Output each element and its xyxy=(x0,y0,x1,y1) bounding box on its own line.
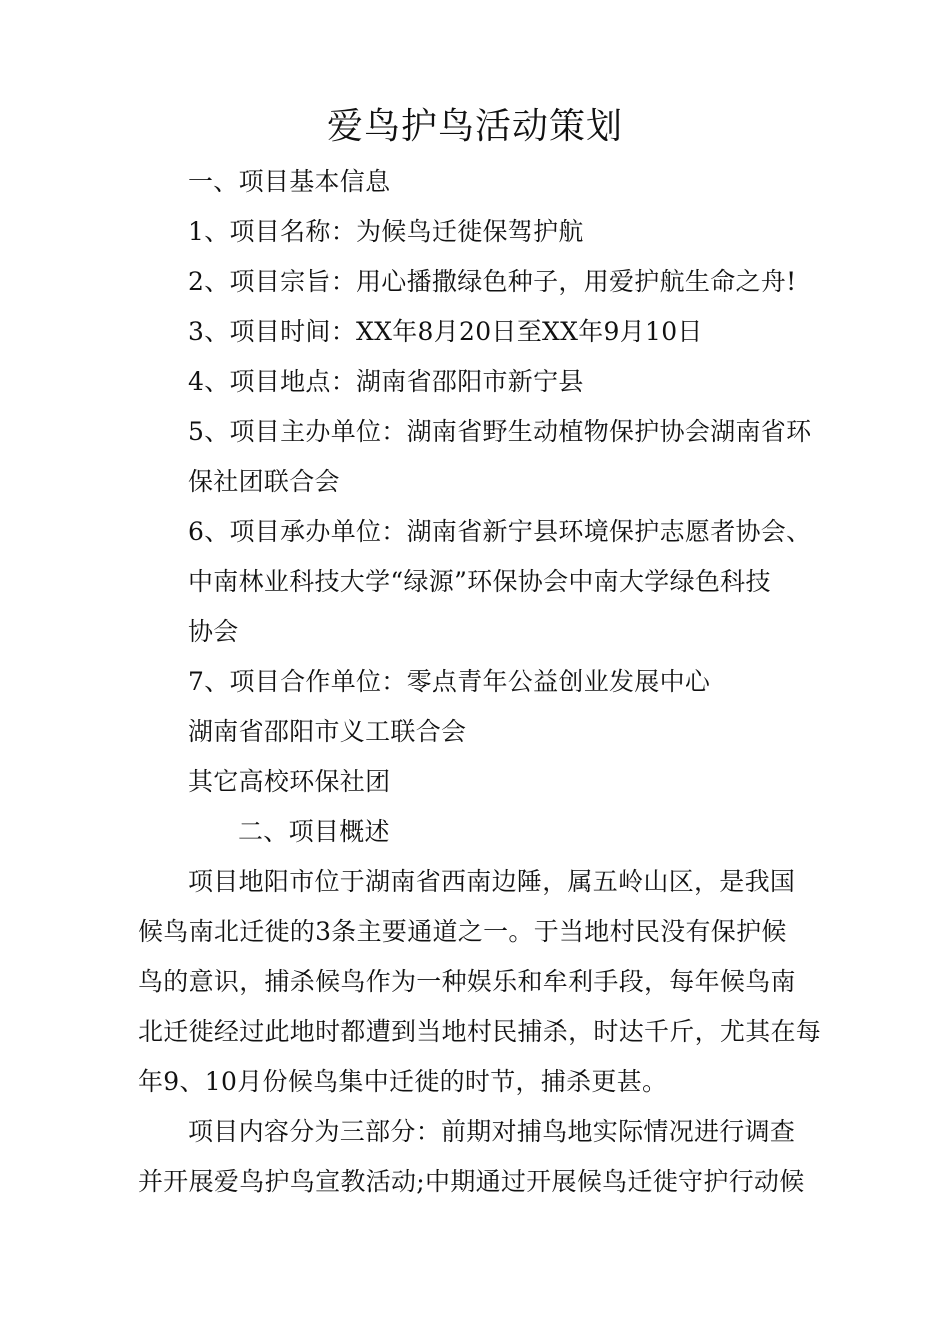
item-undertaker-line3: 协会 xyxy=(188,617,239,646)
item-organizer-line1: 5、项目主办单位：湖南省野生动植物保护协会湖南省环 xyxy=(188,417,812,446)
paragraph-line: 并开展爱鸟护鸟宣教活动;中期通过开展候鸟迁徙守护行动候 xyxy=(138,1167,805,1196)
paragraph-line: 项目地阳市位于湖南省西南边陲，属五岭山区，是我国 xyxy=(188,867,796,896)
item-undertaker-line2: 中南林业科技大学“绿源”环保协会中南大学绿色科技 xyxy=(188,567,771,596)
item-partner-line3: 其它高校环保社团 xyxy=(188,767,391,796)
item-project-name: 1、项目名称：为候鸟迁徙保驾护航 xyxy=(188,217,584,246)
paragraph-line: 项目内容分为三部分：前期对捕鸟地实际情况进行调查 xyxy=(188,1117,796,1146)
item-project-time: 3、项目时间：XX年8月20日至XX年9月10日 xyxy=(188,317,703,346)
paragraph-line: 候鸟南北迁徙的3条主要通道之一。于当地村民没有保护候 xyxy=(138,917,787,946)
item-partner-line1: 7、项目合作单位：零点青年公益创业发展中心 xyxy=(188,667,711,696)
item-organizer-line2: 保社团联合会 xyxy=(188,467,340,496)
item-project-purpose: 2、项目宗旨：用心播撒绿色种子，用爱护航生命之舟! xyxy=(188,267,797,296)
section-heading-overview: 二、项目概述 xyxy=(238,817,390,846)
item-project-location: 4、项目地点：湖南省邵阳市新宁县 xyxy=(188,367,584,396)
item-undertaker-line1: 6、项目承办单位：湖南省新宁县环境保护志愿者协会、 xyxy=(188,517,812,546)
paragraph-line: 年9、10月份候鸟集中迁徙的时节，捕杀更甚。 xyxy=(138,1067,668,1096)
document-title: 爱鸟护鸟活动策划 xyxy=(326,106,623,147)
paragraph-line: 鸟的意识，捕杀候鸟作为一种娱乐和牟利手段，每年候鸟南 xyxy=(138,967,796,996)
section-heading-basic-info: 一、项目基本信息 xyxy=(188,167,391,196)
item-partner-line2: 湖南省邵阳市义工联合会 xyxy=(188,717,467,746)
paragraph-line: 北迁徙经过此地时都遭到当地村民捕杀，时达千斤，尤其在每 xyxy=(138,1017,822,1046)
